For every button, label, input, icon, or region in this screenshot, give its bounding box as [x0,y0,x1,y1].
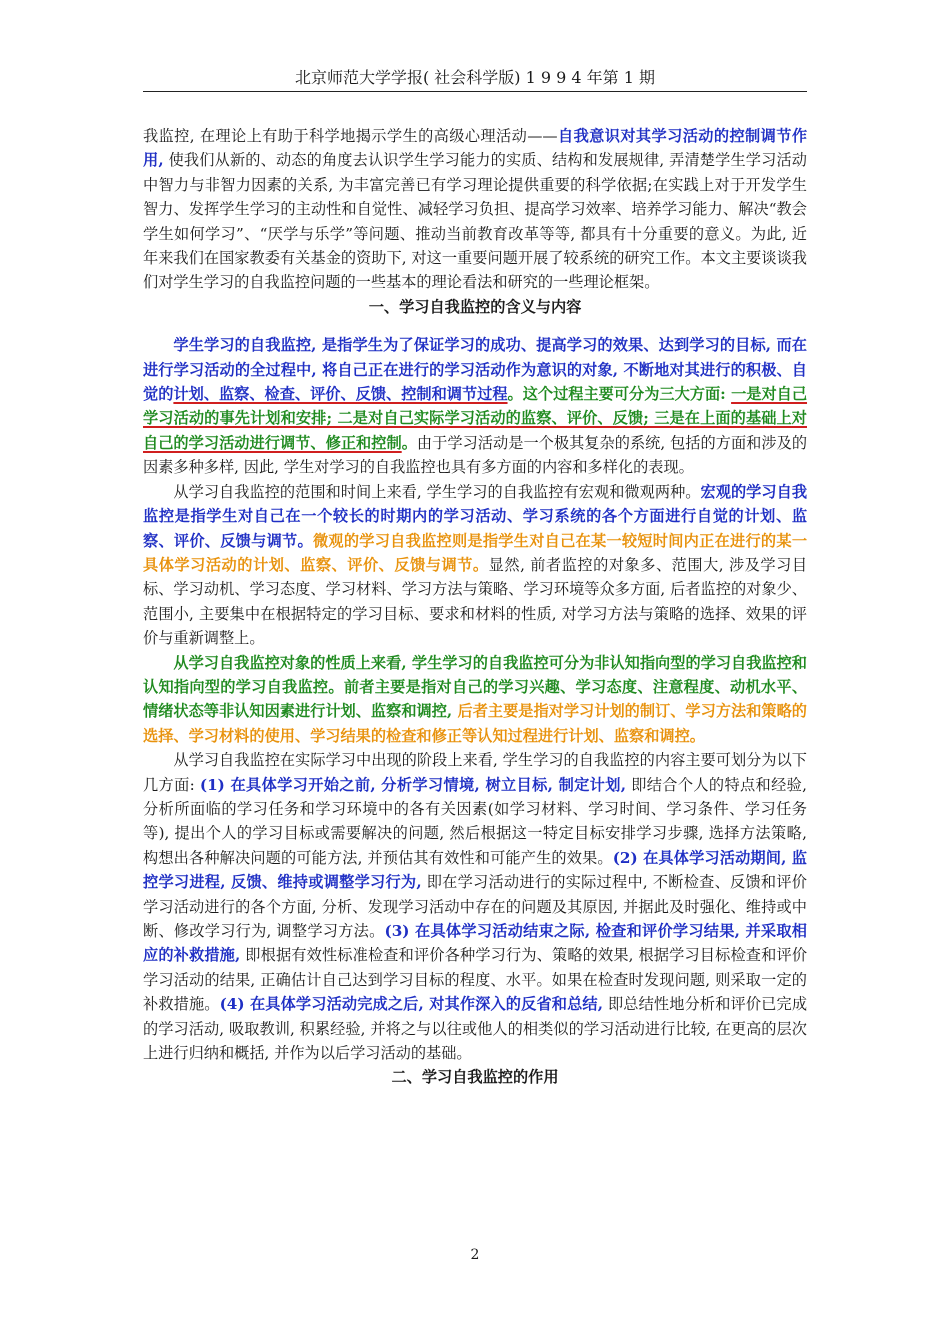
paragraph-intro-continued [143,124,807,295]
paragraph-stages [143,748,807,1065]
text-plain: 我监控, 在理论上有助于科学地揭示学生的高级心理活动—— [143,127,558,145]
text-plain: 即根据有效性标准检查和评价各种学习行为、策略的效果, 根据学习目标检查和评价学习活动的结果, 正确估计自己达到学习目标的程度、水平。如果在检查时发现问题, 则采取一定的补救措施。 [143,946,808,1014]
text-highlight-green: 前者主要是指对自己的学习兴趣、学习态度、注意程度、动机水平、情绪状态等非认知因素进行计划、监察和调控, [143,677,808,721]
text-highlight-blue: (1) 在具体学习开始之前, 分析学习情境, 树立目标, 制定计划, [199,775,627,794]
article-body [143,124,807,1090]
text-plain: 由于学习活动是一个极其复杂的系统, 包括的方面和涉及的因素多种多样, 因此, 学生对学习的自我监控也具有多方面的内容和多样化的表现。 [143,433,808,477]
text-plain: 使我们从新的、动态的角度去认识学生学习能力的实质、结构和发展规律, 弄清楚学生学习活动中智力与非智力因素的关系, 为丰富完善已有学习理论提供重要的科学依据;在实践上对于开发学生智力、发挥学生学习的主动性和自觉性、减轻学习负担、提高学习效率、培养学习能力、解决“教会学生如何学习”、“厌学与乐学”等问题、推动当前教育改革等等, 都具有十分重要的意义。为此, 近年来我们在国家教委有关基金的资助下, 对这一重要问题开展了较系统的研究工作。本文主要谈谈我们对学生学习的自我监控问题的一些基本的理论看法和研究的一些理论框架。 [143,151,807,292]
text-highlight-green-underlined: 一是对自己学习活动的事先计划和安排; 二是对自己实际学习活动的监察、评价、反馈; 三是在上面的基础上对自己的学习活动进行调节、修正和控制 [143,385,808,452]
header-rule [143,91,807,92]
text-highlight-blue: (4) 在具体学习活动完成之后, 对其作深入的反省和总结, [219,995,604,1014]
text-plain: 从学习自我监控的范围和时间上来看, 学生学习的自我监控有宏观和微观两种。 [173,482,701,501]
text-highlight-blue: 宏观的学习自我监控是指学生对自己在一个较长的时期内的学习活动、学习系统的各个方面进行自觉的计划、监察、评价、反馈与调节。 [143,482,808,550]
text-highlight-blue-underlined: 计划、监察、检查、评价、反馈、控制和调节过程 [173,385,508,404]
spacer [143,319,807,333]
text-highlight-blue: (2) 在具体学习活动期间, 监控学习进程, 反馈、维持或调整学习行为, [143,848,807,892]
text-plain: 即在学习活动进行的实际过程中, 不断检查、反馈和评价学习活动进行的各个方面, 分析、发现学习活动中存在的问题及其原因, 并据此及时强化、维持或中断、修改学习行为, 调整学习方法。 [143,873,807,940]
paragraph-macro-micro [143,480,807,651]
text-highlight-blue: (3) 在具体学习活动结束之际, 检查和评价学习结果, 并采取相应的补救措施, [143,922,807,965]
text-highlight-blue: 自我意识对其学习活动的控制调节作用, [143,127,808,170]
section-heading-1: 一、学习自我监控的含义与内容 [368,297,582,316]
paragraph-definition [143,333,807,479]
page-number: 2 [470,1247,480,1263]
text-highlight-orange: 微观的学习自我监控则是指学生对自己在某一较短时间内正在进行的某一具体学习活动的计划、监察、评价、反馈与调节。 [143,531,808,574]
section-heading-2: 二、学习自我监控的作用 [391,1068,559,1087]
text-plain: 从学习自我监控在实际学习中出现的阶段上来看, 学生学习的自我监控的内容主要可划分为以下几方面: [143,751,807,794]
text-highlight-orange: 后者主要是指对学习计划的制订、学习方法和策略的选择、学习材料的使用、学习结果的检查和修正等认知过程进行计划、监察和调控。 [143,702,807,745]
text-highlight-green: 。这个过程主要可分为三大方面: [507,385,732,404]
text-plain: 即结合个人的特点和经验, 分析所面临的学习任务和学习环境中的各有关因素(如学习材料、学习时间、学习条件、学习任务等), 提出个人的学习目标或需要解决的问题, 然后根据这一特定目标安排学习步骤, 选择方法策略, 构想出各种解决问题的可能方法, 并预估其有效性和可能产生的效果。 [143,775,807,867]
text-plain: 显然, 前者监控的对象多、范围大, 涉及学习目标、学习动机、学习态度、学习材料、学习方法与策略、学习环境等众多方面, 后者监控的对象少、范围小, 主要集中在根据特定的学习目标、要求和材料的性质, 对学习方法与策略的选择、效果的评价与重新调整上。 [143,555,808,648]
journal-header: 北京师范大学学报( 社会科学版) 1 9 9 4 年第 1 期 [294,68,656,87]
paragraph-object-nature [143,651,807,749]
text-plain: 即总结性地分析和评价已完成的学习活动, 吸取教训, 积累经验, 并将之与以往或他人的相类似的学习活动进行比较, 在更高的层次上进行归纳和概括, 并作为以后学习活动的基础。 [143,995,808,1063]
text-highlight-blue: 学生学习的自我监控, 是指学生为了保证学习的成功、提高学习的效果、达到学习的目标, 而在进行学习活动的全过程中, 将自己正在进行的学习活动作为意识的对象, 不断地对其进行的积极、自觉的 [143,336,807,404]
text-highlight-green: 从学习自我监控对象的性质上来看, 学生学习的自我监控可分为非认知指向型的学习自我监控和认知指向型的学习自我监控。 [143,653,807,696]
text-highlight-green: 。 [401,433,417,452]
